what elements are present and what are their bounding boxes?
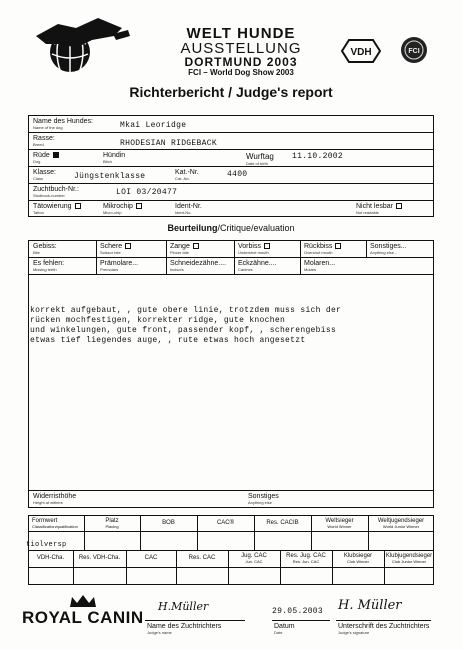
pincer-checkbox[interactable] [193, 243, 199, 249]
header-line4: FCI – World Dog Show 2003 [188, 68, 294, 77]
dob-value: 11.10.2002 [292, 152, 344, 161]
grading-cell: Res. Jug. CAC Res. Jun. CAC [286, 553, 326, 564]
canines-label: Eckzähne.... Canines [238, 260, 277, 272]
header-line1: WELT HUNDE [186, 25, 296, 42]
other-label: Sonstiges Anything else [248, 493, 279, 505]
date-value: 29.05.2003 [272, 607, 324, 616]
critique-text-line: rücken mochfestigen, korrekter ridge, gute knochen [30, 316, 286, 325]
crown-icon [68, 594, 98, 608]
page-title: Richterbericht / Judge's report [129, 84, 333, 100]
premolars-label: Prämolare... Premolars [100, 260, 139, 272]
male-label: Rüde Dog [33, 152, 59, 164]
breed-label: Rasse: Breed [33, 135, 55, 147]
critique-box [28, 240, 434, 508]
scissor-checkbox[interactable] [125, 243, 131, 249]
scissor-bite-option: Schere Scissor bite [100, 243, 131, 255]
critique-text-line: und winkelungen, gute front, passender kopf, , scherengebiss [30, 326, 337, 335]
grading-cell: Klubsieger Club Winner [343, 553, 373, 564]
critique-heading: Beurteilung/Critique/evaluation [167, 223, 295, 233]
vdh-logo [340, 38, 382, 64]
tattoo-checkbox[interactable] [75, 203, 81, 209]
svg-text:VDH: VDH [350, 47, 372, 58]
nonread-label: Nicht lesbar Not readable [356, 203, 402, 215]
grading-cell: Klubjugendsieger Club Junior Winner [385, 553, 433, 564]
class-value: Jüngstenklasse [74, 172, 146, 181]
dob-label: Wurftag Date of birth [246, 152, 274, 166]
missing-teeth-label: Es fehlen: Missing teeth [33, 260, 65, 272]
grading-cell: Weltjugendsieger World Junior Winner [377, 518, 425, 529]
chip-checkbox[interactable] [136, 203, 142, 209]
studbook-value: LOI 03/20477 [116, 188, 178, 197]
grading-cell: CAC [144, 555, 158, 561]
molars-label: Molaren... Molars [304, 260, 336, 272]
date-label: Datum Date [274, 623, 295, 635]
studbook-label: Zuchtbuch-Nr.: Studbook-number [33, 186, 79, 198]
overshot-checkbox[interactable] [335, 243, 341, 249]
undershot-checkbox[interactable] [264, 243, 270, 249]
dog-name-label: Name des Hundes: Name of the dog [33, 118, 93, 130]
tattoo-label: Tätowierung Tattoo [33, 203, 81, 215]
male-checkbox[interactable] [53, 152, 59, 158]
catno-value: 4400 [227, 170, 248, 179]
dog-name-value: Mkai Leoridge [120, 121, 187, 130]
withers-height-label: Widerristhöhe Height at withers [33, 493, 77, 505]
critique-text-line: etwas tief liegendes auge, , rute etwas hoch angesetzt [30, 336, 306, 345]
grading-cell: Res. CAC [188, 555, 216, 561]
judge-name-label: Name des Zuchtrichters Judge's name [147, 623, 222, 635]
bite-other-label: Sonstiges... Anything else... [370, 243, 407, 255]
breed-value: RHODESIAN RIDGEBACK [120, 139, 217, 148]
grading-cell: BOB [162, 520, 175, 526]
pincer-bite-option: Zange Pincer bite [170, 243, 199, 255]
undershot-option: Vorbiss Undershot mouth [238, 243, 269, 255]
grading-cell: Res. VDH-Cha. [78, 555, 121, 561]
female-label: Hündin Bitch [103, 152, 126, 164]
header-line3: DORTMUND 2003 [184, 55, 298, 69]
fci-logo [400, 36, 428, 64]
ident-label: Ident-Nr. Ident-No. [175, 203, 202, 215]
svg-text:FCI: FCI [408, 48, 420, 55]
catno-label: Kat.-Nr. Cat.-No. [175, 169, 199, 181]
header-line2: AUSSTELLUNG [180, 40, 302, 57]
royal-canin-logo: ROYAL CANIN [22, 608, 144, 627]
grading-cell: Jug. CAC Jun. CAC [241, 553, 267, 564]
grading-cell: CAC® [216, 520, 235, 526]
critique-text-line: korrekt aufgebaut, , gute obere linie, trotzdem muss sich der [30, 306, 342, 315]
grading-cell: Res. CACIB [266, 520, 299, 526]
grading-cell: Formwert Classification/qualification [32, 518, 78, 529]
grading-cell: Platz Placing [105, 518, 119, 529]
judge-signature: H. Müller [338, 598, 402, 613]
grading-cell: Weltsieger World Winner [325, 518, 354, 529]
grading-value: tiolversp [26, 541, 67, 549]
signature-label: Unterschrift des Zuchtrichters Judge's signature [338, 623, 430, 635]
bite-label: Gebiss: Bite [33, 243, 57, 255]
incisors-label: Schneidezähne.... Incisors [170, 260, 227, 272]
chip-label: Mikrochip Micro-chip [103, 203, 142, 215]
nonread-checkbox[interactable] [396, 203, 402, 209]
overshot-option: Rückbiss Overshot mouth [304, 243, 341, 255]
world-dog-show-logo [18, 14, 133, 76]
grading-cell: VDH-Cha. [36, 555, 65, 561]
judge-name-handwritten: H.Müller [158, 600, 209, 613]
class-label: Klasse: Class [33, 169, 56, 181]
